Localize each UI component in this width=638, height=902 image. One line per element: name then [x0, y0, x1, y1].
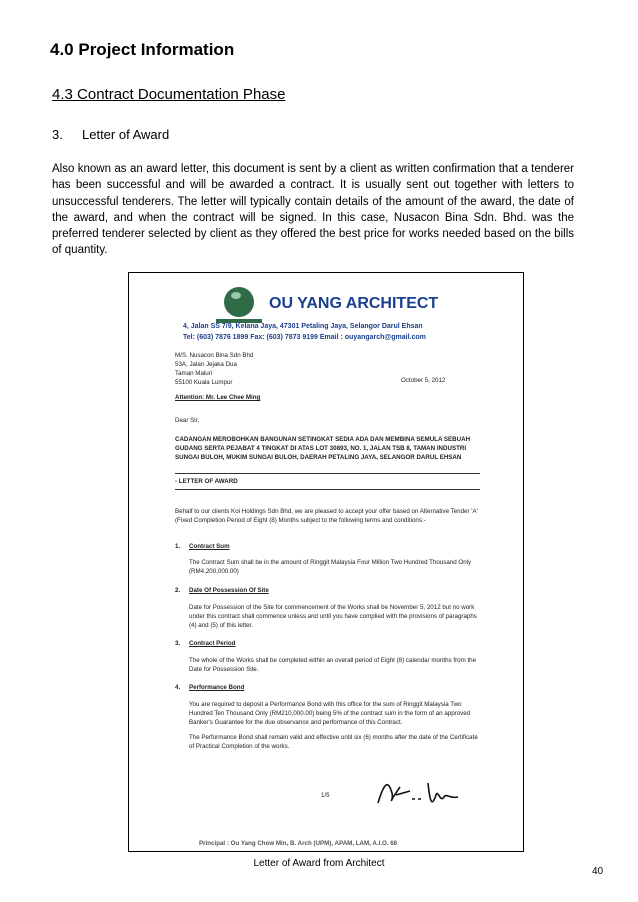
clause-1-body: The Contract Sum shall be in the amount of Ringgit Malaysia Four Million Two Hundred Thousand Only (RM4,200,000.00) [189, 559, 472, 575]
letter-footer: Principal : Ou Yang Chow Min, B. Arch (UPM), APAM, LAM, A.I.O. 68 [199, 840, 398, 847]
clause-4-body: You are required to deposit a Performance Bond with this office for the sum of Ringgit Malaysia Two Hundred Ten Thousand Only (RM210,000.00) being 5% of the contract sum in the form of an approved Banker's Guarantee for the due observance and performance of this Contract. [189, 701, 471, 726]
clause-3-title: Contract Period [189, 640, 236, 647]
clause-2-number: 2. [175, 587, 181, 594]
item-title: Letter of Award [82, 127, 170, 142]
clause-3-number: 3. [175, 640, 181, 647]
clause-1-title: Contract Sum [189, 543, 230, 550]
letter-heading: - LETTER OF AWARD [175, 478, 238, 485]
letter-attention: Attention: Mr. Lee Chee Ming [175, 394, 261, 401]
firm-logo-icon [224, 287, 254, 317]
clause-2-body: Date for Possession of the Site for commencement of the Works shall be November 5, 2012 but no work under this contract shall commence unless and until you have complied with the provisions of paragraphs (4) and (5) of this letter. [189, 604, 477, 629]
recipient-line: 55100 Kuala Lumpur [175, 379, 233, 386]
letter-contact: Tel: (603) 7876 1899 Fax: (603) 7873 9199 Email : ouyangarch@gmail.com [183, 334, 426, 341]
signature [374, 773, 464, 813]
letter-address: 4, Jalan SS 7/9, Kelana Jaya, 47301 Petaling Jaya, Selangor Darul Ehsan [183, 323, 423, 330]
page-marker: 1/5 [321, 792, 330, 799]
clause-4-title: Performance Bond [189, 684, 245, 691]
clause-4-number: 4. [175, 684, 181, 691]
letter-firm-name: OU YANG ARCHITECT [269, 295, 439, 312]
divider [175, 489, 480, 490]
recipient-line: Taman Maluri [175, 370, 213, 377]
clause-2-title: Date Of Possession Of Site [189, 587, 269, 594]
item-heading [52, 127, 169, 142]
section-title: 4.0 Project Information [50, 40, 235, 59]
letter-subject: CADANGAN MEROBOHKAN BANGUNAN SETINGKAT SEDIA ADA DAN MEMBINA SEMULA SEBUAH GUDANG SERTA PEJABAT 4 TINGKAT DI ATAS LOT 30893, NO. 1, JALAN TSB 8, TAMAN INDUSTRI SUNGAI BULOH, MUKIM SUNGAI BULOH, DAERAH PETALING JAYA, SELANGOR DARUL EHSAN [175, 436, 471, 461]
divider [175, 473, 480, 474]
subsection-title: 4.3 Contract Documentation Phase [52, 86, 286, 103]
recipient-line: 53A, Jalan Jejaka Dua [175, 361, 237, 368]
figure-caption: Letter of Award from Architect [253, 858, 385, 869]
clause-1-number: 1. [175, 543, 181, 550]
body-paragraph: Also known as an award letter, this document is sent by a client as written confirmation that a tenderer has been successful and will be awarded a contract. It is usually sent out together with letters to unsuccessful tenderers. The letter will typically contain details of the amount of the award, the date of the award, and when the contract will be signed. In this case, Nusacon Bina Sdn. Bhd. was the preferred tenderer selected by client as they offered the best price for works needed based on the bills of quantity. [52, 163, 574, 257]
letter-salutation: Dear Sir, [175, 417, 200, 424]
clause-3-body: The whole of the Works shall be completed within an overall period of Eight (8) calendar months from the Date for Possession Site. [189, 657, 477, 673]
recipient-block [175, 351, 253, 387]
bond-validity: The Performance Bond shall remain valid and effective until six (6) months after the date of the Certificate of Practical Completion of the works. [189, 734, 478, 750]
recipient-line: M/S. Nusacon Bina Sdn Bhd [175, 352, 254, 359]
letter-date: October 5, 2012 [401, 377, 446, 384]
letter-scan-image [128, 272, 524, 852]
item-number: 3. [52, 127, 63, 142]
letter-intro: Behalf to our clients Koi Holdings Sdn Bhd, we are pleased to accept your offer based on Alternative Tender 'A' (Fixed Completion Period of Eight (8) Months subject to the following terms and conditions:- [175, 508, 478, 524]
page-number: 40 [592, 866, 604, 877]
